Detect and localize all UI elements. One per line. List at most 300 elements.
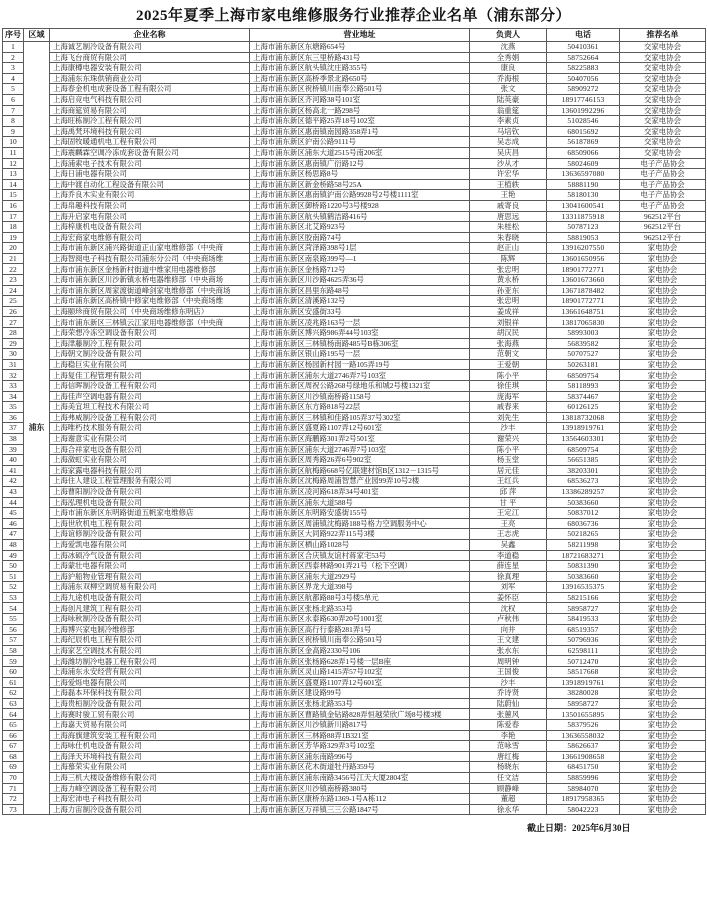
cell-person: 赵正山: [470, 243, 547, 254]
cell-person: 戚春来: [470, 402, 547, 413]
cell-company: 上海谢意实业有限公司: [50, 433, 250, 444]
cell-address: 上海市浦东新区大同路922弄115号3楼: [250, 529, 470, 540]
cell-no: 66: [3, 730, 24, 741]
table-row: [3, 539, 706, 550]
cell-company: 上海市浦东新区周家渡街道峰剑家电维修部（中央商场: [50, 285, 250, 296]
cell-phone: 13916535375: [547, 582, 620, 593]
table-row: [3, 253, 706, 264]
cell-phone: 50831390: [547, 561, 620, 572]
cell-phone: 58819053: [547, 232, 620, 243]
cell-phone: 13601673660: [547, 275, 620, 286]
cell-no: 34: [3, 391, 24, 402]
cell-address: 上海市浦东新区周秀路26弄6号902室: [250, 455, 470, 466]
table-row: [3, 698, 706, 709]
cell-list: 家电协会: [620, 412, 706, 423]
cell-phone: 56651385: [547, 455, 620, 466]
cell-person: 乔诗贤: [470, 688, 547, 699]
cell-no: 62: [3, 688, 24, 699]
cell-company: 上海海旗建筑安装工程有限公司: [50, 730, 250, 741]
cell-no: 51: [3, 571, 24, 582]
companies-table: [2, 28, 706, 815]
cell-address: 上海市浦东新区航都路88号3号楼5单元: [250, 592, 470, 603]
cell-phone: 68509754: [547, 370, 620, 381]
table-row: [3, 306, 706, 317]
cell-company: 上海家艺空调技术有限公司: [50, 645, 250, 656]
region-cell: 浦东: [24, 42, 50, 815]
cell-person: 许宏华: [470, 169, 547, 180]
cell-no: 16: [3, 200, 24, 211]
cell-phone: 56839582: [547, 338, 620, 349]
cell-phone: 50410361: [547, 42, 620, 53]
cell-phone: 50383660: [547, 571, 620, 582]
cell-person: 顾静峰: [470, 783, 547, 794]
cell-list: 交家电协会: [620, 116, 706, 127]
cell-person: 康良: [470, 63, 547, 74]
cell-person: 马培钦: [470, 126, 547, 137]
cell-no: 65: [3, 720, 24, 731]
cell-company: 上海弗威制冷设备工程有限公司: [50, 412, 250, 423]
cell-no: 60: [3, 667, 24, 678]
cell-company: 上海泽天环境科技有限公司: [50, 751, 250, 762]
cell-list: 家电协会: [620, 264, 706, 275]
table-row: [3, 222, 706, 233]
cell-company: 上海潋虹实业有限公司: [50, 455, 250, 466]
table-row: [3, 476, 706, 487]
column-header-phone: 电话: [547, 29, 620, 42]
cell-address: 上海市浦东新区新金桥路58号25A: [250, 179, 470, 190]
footer: [0, 821, 707, 835]
cell-list: 交家电协会: [620, 105, 706, 116]
cell-address: 上海市浦东新区灵山路1415弄57号102室: [250, 667, 470, 678]
cell-address: 上海市浦东新区万祥镇三三公路1847号: [250, 804, 470, 815]
table-row: [3, 381, 706, 392]
table-row: [3, 751, 706, 762]
cell-address: 上海市浦东新区齐河路38号101室: [250, 94, 470, 105]
cell-company: 上海震麟霖空调冷冻成套设备有限公司: [50, 147, 250, 158]
cell-person: 王志虎: [470, 529, 547, 540]
cell-address: 上海市浦东新区祝桥镇川南奉公路501号: [250, 84, 470, 95]
table-row: [3, 391, 706, 402]
table-row: [3, 592, 706, 603]
cell-list: 电子产品协会: [620, 190, 706, 201]
cell-list: 交家电协会: [620, 42, 706, 53]
cell-company: 上海唯朽技术服务有限公司: [50, 423, 250, 434]
cell-no: 48: [3, 539, 24, 550]
cell-company: 上海宏沛电子科技有限公司: [50, 794, 250, 805]
cell-person: 甘 平: [470, 497, 547, 508]
cell-phone: 13636558032: [547, 730, 620, 741]
cell-no: 56: [3, 624, 24, 635]
cell-list: 家电协会: [620, 253, 706, 264]
table-row: [3, 455, 706, 466]
cell-phone: 18901772771: [547, 264, 620, 275]
cell-address: 上海市浦东新区沪南公路9111号: [250, 137, 470, 148]
cell-company: 上海信晖制冷设备工程有限公司: [50, 381, 250, 392]
cell-address: 上海市浦东新区曹路镇金钻路828弄恒越荣欣广场8号楼3楼: [250, 709, 470, 720]
cell-address: 上海市浦东新区浦东大道2929号: [250, 571, 470, 582]
cell-person: 翁重筵: [470, 105, 547, 116]
cell-phone: 58118993: [547, 381, 620, 392]
cell-no: 25: [3, 296, 24, 307]
table-row: [3, 783, 706, 794]
cell-no: 64: [3, 709, 24, 720]
table-row: [3, 147, 706, 158]
cell-list: 家电协会: [620, 592, 706, 603]
column-header-company: 企业名称: [50, 29, 250, 42]
column-header-no: 序号: [3, 29, 24, 42]
cell-list: 家电协会: [620, 508, 706, 519]
cell-address: 上海市浦东新区祝桥镇川南奉公路501号: [250, 635, 470, 646]
cell-phone: 50787123: [547, 222, 620, 233]
cell-list: 家电协会: [620, 381, 706, 392]
cell-company: 上海沪船物业管理有限公司: [50, 571, 250, 582]
cell-address: 上海市浦东新区浦东大道2746弄7号103室: [250, 370, 470, 381]
cell-no: 8: [3, 116, 24, 127]
cell-person: 卢秋伟: [470, 614, 547, 625]
table-row: [3, 804, 706, 815]
cell-no: 61: [3, 677, 24, 688]
cell-company: 上海复佳工程管理有限公司: [50, 370, 250, 381]
cell-list: 家电协会: [620, 539, 706, 550]
table-row: [3, 529, 706, 540]
cell-person: 沈权: [470, 603, 547, 614]
cell-phone: 58215166: [547, 592, 620, 603]
table-row: [3, 200, 706, 211]
cell-no: 73: [3, 804, 24, 815]
cell-person: 张蕙风: [470, 709, 547, 720]
cell-no: 57: [3, 635, 24, 646]
cell-no: 49: [3, 550, 24, 561]
cell-address: 上海市浦东新区浦东南路3456号江天大厦2804室: [250, 772, 470, 783]
table-row: [3, 635, 706, 646]
cell-phone: 58042223: [547, 804, 620, 815]
cell-company: 上海市浦东新区浦兴路街道正山家电维修部（中央商: [50, 243, 250, 254]
cell-person: 王定江: [470, 508, 547, 519]
cell-company: 上海浦东双柳空调贸易有限公司: [50, 582, 250, 593]
cell-address: 上海市浦东新区高行行泰路281弄1号: [250, 624, 470, 635]
table-row: [3, 571, 706, 582]
cell-list: 家电协会: [620, 486, 706, 497]
cell-person: 居元佳: [470, 465, 547, 476]
table-row: [3, 232, 706, 243]
cell-company: 上海咏秋制冷设备有限公司: [50, 614, 250, 625]
cell-company: 上海春金机电成套设备工程有限公司: [50, 84, 250, 95]
cell-address: 上海市浦东新区菏泽路398号1层: [250, 243, 470, 254]
cell-phone: 13601650956: [547, 253, 620, 264]
cell-no: 44: [3, 497, 24, 508]
table-row: [3, 52, 706, 63]
cell-person: 陆英豪: [470, 94, 547, 105]
cell-address: 上海市浦东新区东明路安盛街155号: [250, 508, 470, 519]
cell-phone: 13311875918: [547, 211, 620, 222]
cell-no: 4: [3, 73, 24, 84]
cell-company: 上海合祥家电设备有限公司: [50, 444, 250, 455]
cell-person: 王文建: [470, 635, 547, 646]
cell-phone: 68509066: [547, 147, 620, 158]
cell-no: 5: [3, 84, 24, 95]
cell-no: 22: [3, 264, 24, 275]
table-row: [3, 105, 706, 116]
cell-phone: 13918919761: [547, 423, 620, 434]
cell-list: 家电协会: [620, 582, 706, 593]
cell-phone: 58958727: [547, 698, 620, 709]
cell-company: 上海博兴家电制冷维修部: [50, 624, 250, 635]
cell-address: 上海市浦东新区安盛街33号: [250, 306, 470, 317]
cell-company: 上海中渡自动化工程设备有限公司: [50, 179, 250, 190]
cell-address: 上海市浦东新区清溪路132号: [250, 296, 470, 307]
cell-person: 朱桂松: [470, 222, 547, 233]
table-row: [3, 720, 706, 731]
cell-person: 周明钟: [470, 656, 547, 667]
cell-phone: 38280028: [547, 688, 620, 699]
table-row: [3, 550, 706, 561]
cell-company: 上海冰硕冷气设备有限公司: [50, 550, 250, 561]
cell-no: 28: [3, 328, 24, 339]
cell-address: 上海市浦东新区浦东南路996号: [250, 751, 470, 762]
cell-person: 徐真理: [470, 571, 547, 582]
table-row: [3, 264, 706, 275]
cell-person: 全秀娟: [470, 52, 547, 63]
table-row: [3, 614, 706, 625]
cell-company: 上海咏仕机电设备有限公司: [50, 741, 250, 752]
cell-address: 上海市浦东新区周祝公路268号绿地乐和城2号楼1321室: [250, 381, 470, 392]
cell-phone: 58993003: [547, 328, 620, 339]
cell-phone: 18721683271: [547, 550, 620, 561]
cell-list: 交家电协会: [620, 126, 706, 137]
cell-list: 家电协会: [620, 741, 706, 752]
cell-phone: 50796936: [547, 635, 620, 646]
cell-no: 50: [3, 561, 24, 572]
cell-company: 上海浦索电子技术有限公司: [50, 158, 250, 169]
cell-phone: 18901772771: [547, 296, 620, 307]
cell-person: 李素贞: [470, 116, 547, 127]
cell-company: 上海固牧暖通机电工程有限公司: [50, 137, 250, 148]
cell-address: 上海市浦东新区芳华路329弄3号102室: [250, 741, 470, 752]
cell-person: 戚寄良: [470, 200, 547, 211]
cell-address: 上海市浦东新区张杨北路353号: [250, 698, 470, 709]
table-row: [3, 582, 706, 593]
cell-person: 唐思远: [470, 211, 547, 222]
cell-person: 谢荣兴: [470, 433, 547, 444]
cell-list: 家电协会: [620, 338, 706, 349]
table-row: [3, 42, 706, 53]
cell-company: 上海乔良木实业有限公司: [50, 190, 250, 201]
cell-no: 72: [3, 794, 24, 805]
table-row: [3, 709, 706, 720]
table-row: [3, 667, 706, 678]
cell-address: 上海市浦东新区盛夏路1107弄12号601室: [250, 423, 470, 434]
cell-list: 交家电协会: [620, 73, 706, 84]
table-row: [3, 688, 706, 699]
cell-person: 吴志成: [470, 137, 547, 148]
cell-person: 陈小平: [470, 370, 547, 381]
cell-phone: 13918919761: [547, 677, 620, 688]
cell-no: 36: [3, 412, 24, 423]
table-row: [3, 338, 706, 349]
cell-company: 上海力峰空调设备工程有限公司: [50, 783, 250, 794]
cell-company: 上海美宜坦工程技术有限公司: [50, 402, 250, 413]
cell-address: 上海市浦东新区浦东大道2515号南206室: [250, 147, 470, 158]
cell-phone: 68536273: [547, 476, 620, 487]
cell-phone: 58419533: [547, 614, 620, 625]
cell-phone: 13817065830: [547, 317, 620, 328]
cell-list: 交家电协会: [620, 84, 706, 95]
cell-list: 电子产品协会: [620, 169, 706, 180]
cell-company: 上海创凡建筑工程有限公司: [50, 603, 250, 614]
cell-person: 向井: [470, 624, 547, 635]
cell-phone: 13636597080: [547, 169, 620, 180]
cell-person: 王植轶: [470, 179, 547, 190]
column-header-region: 区域: [24, 29, 50, 42]
cell-no: 43: [3, 486, 24, 497]
cell-address: 上海市浦东新区凌兆路163号一层: [250, 317, 470, 328]
cell-list: 家电协会: [620, 794, 706, 805]
table-row: [3, 190, 706, 201]
cell-phone: 58517668: [547, 667, 620, 678]
cell-no: 1: [3, 42, 24, 53]
cell-phone: 58379526: [547, 720, 620, 731]
column-header-address: 营业地址: [250, 29, 470, 42]
cell-person: 陆蔚仙: [470, 698, 547, 709]
cell-phone: 68015692: [547, 126, 620, 137]
cell-address: 上海市浦东新区金高路2330号106: [250, 645, 470, 656]
cell-person: 薛连星: [470, 561, 547, 572]
cell-address: 上海市浦东新区三林镇杨南路485号B栋306室: [250, 338, 470, 349]
cell-no: 24: [3, 285, 24, 296]
cell-phone: 38203301: [547, 465, 620, 476]
cell-address: 上海市浦东新区德平路25弄18号102室: [250, 116, 470, 127]
cell-company: 上海启竞电气科技有限公司: [50, 94, 250, 105]
cell-person: 陈爱春: [470, 720, 547, 731]
cell-no: 17: [3, 211, 24, 222]
cell-no: 13: [3, 169, 24, 180]
cell-list: 家电协会: [620, 433, 706, 444]
cell-no: 47: [3, 529, 24, 540]
cell-person: 杨玉堂: [470, 455, 547, 466]
cell-no: 2: [3, 52, 24, 63]
cell-no: 68: [3, 751, 24, 762]
cell-no: 58: [3, 645, 24, 656]
cell-address: 上海市浦东新区浦东大道2746弄7号103室: [250, 444, 470, 455]
table-row: [3, 370, 706, 381]
cell-person: 刘先生: [470, 412, 547, 423]
cell-company: 上海浦东永安经营有限公司: [50, 667, 250, 678]
cell-address: 上海市浦东新区惠南镇广衍路12号: [250, 158, 470, 169]
cell-list: 交家电协会: [620, 63, 706, 74]
cell-person: 沙丰: [470, 677, 547, 688]
cell-company: 上海梓康机电设备有限公司: [50, 222, 250, 233]
cell-person: 王红兵: [470, 476, 547, 487]
cell-address: 上海市浦东新区北艾路923号: [250, 222, 470, 233]
cell-no: 26: [3, 306, 24, 317]
cell-phone: 68036736: [547, 518, 620, 529]
table-row: [3, 656, 706, 667]
table-row: [3, 169, 706, 180]
cell-company: 上海市浦东新区三林镇云江家用电器维修部（中央商: [50, 317, 250, 328]
cell-list: 家电协会: [620, 645, 706, 656]
cell-company: 上海佳声空调电器有限公司: [50, 391, 250, 402]
cell-company: 上海泓理机电设备有限公司: [50, 497, 250, 508]
cell-list: 家电协会: [620, 296, 706, 307]
table-header-row: [3, 29, 706, 42]
cell-address: 上海市浦东新区金杨路712号: [250, 264, 470, 275]
cell-person: 张水东: [470, 645, 547, 656]
cell-list: 家电协会: [620, 656, 706, 667]
cell-no: 23: [3, 275, 24, 286]
cell-list: 家电协会: [620, 328, 706, 339]
table-row: [3, 730, 706, 741]
cell-company: 上海康樽电器安装有限公司: [50, 63, 250, 74]
cell-address: 上海市浦东新区杨思路8号: [250, 169, 470, 180]
table-row: [3, 645, 706, 656]
cell-company: 上海津藤制冷工程有限公司: [50, 338, 250, 349]
cell-address: 上海市浦东新区博兴路986弄44号103室: [250, 328, 470, 339]
cell-no: 11: [3, 147, 24, 158]
cell-no: 12: [3, 158, 24, 169]
cell-company: 上海潍坊制冷电器工程有限公司: [50, 656, 250, 667]
cell-person: 徐佳琪: [470, 381, 547, 392]
cell-address: 上海市浦东新区海鹏路301弄2号501室: [250, 433, 470, 444]
table-body: [3, 42, 706, 815]
cell-no: 42: [3, 476, 24, 487]
cell-address: 上海市浦东新区东三里桥路431号: [250, 52, 470, 63]
cell-phone: 58211998: [547, 539, 620, 550]
cell-no: 31: [3, 359, 24, 370]
table-row: [3, 359, 706, 370]
cell-person: 范咏雪: [470, 741, 547, 752]
cell-company: 上海赛时骏工贸有限公司: [50, 709, 250, 720]
cell-company: 上海曹阳制冷设备有限公司: [50, 486, 250, 497]
cell-person: 张文: [470, 84, 547, 95]
table-row: [3, 518, 706, 529]
cell-no: 38: [3, 433, 24, 444]
cell-company: 上海嘉天贸易有限公司: [50, 720, 250, 731]
table-row: [3, 561, 706, 572]
cell-person: 陈辉: [470, 253, 547, 264]
cell-no: 39: [3, 444, 24, 455]
cell-company: 上海飞台商贸有限公司: [50, 52, 250, 63]
cell-address: 上海市浦东新区张杨路628弄1号楼一层B座: [250, 656, 470, 667]
cell-company: 上海日浦电器有限公司: [50, 169, 250, 180]
cell-list: 家电协会: [620, 709, 706, 720]
cell-company: 上海爱烁电器有限公司: [50, 677, 250, 688]
table-row: [3, 137, 706, 148]
cell-company: 上海浦东东珠供销商业公司: [50, 73, 250, 84]
column-header-person: 负责人: [470, 29, 547, 42]
cell-list: 家电协会: [620, 518, 706, 529]
cell-phone: 58752664: [547, 52, 620, 63]
table-row: [3, 243, 706, 254]
cell-person: 刘银祥: [470, 317, 547, 328]
cell-address: 上海市浦东新区航头镇鹤洁路416号: [250, 211, 470, 222]
cell-company: 上海市浦东新区金杨新村街道中维家用电器维修部: [50, 264, 250, 275]
cell-phone: 58984070: [547, 783, 620, 794]
cell-no: 40: [3, 455, 24, 466]
cell-list: 962512平台: [620, 232, 706, 243]
cell-company: 上海磊本环保科技有限公司: [50, 688, 250, 699]
cell-company: 上海诚艺制冷设备有限公司: [50, 42, 250, 53]
table-row: [3, 158, 706, 169]
cell-list: 家电协会: [620, 275, 706, 286]
cell-no: 63: [3, 698, 24, 709]
cell-phone: 13601992296: [547, 105, 620, 116]
table-row: [3, 317, 706, 328]
cell-address: 上海市浦东新区合庆镇友谊村蒋家宅53号: [250, 550, 470, 561]
cell-no: 32: [3, 370, 24, 381]
cell-no: 21: [3, 253, 24, 264]
cell-person: 孙亚东: [470, 285, 547, 296]
cell-list: 家电协会: [620, 370, 706, 381]
